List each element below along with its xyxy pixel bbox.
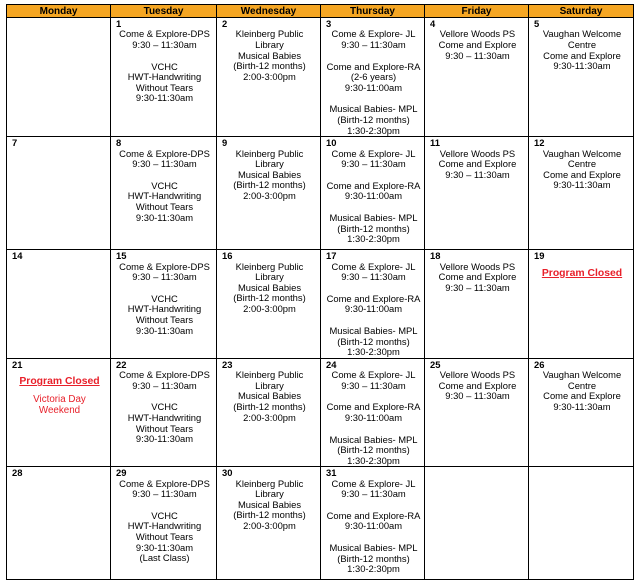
event-spacer (116, 51, 213, 62)
event-line: 1:30-2:30pm (347, 346, 400, 358)
event-line: Musical Babies (237, 168, 302, 180)
day-cell-wed (217, 467, 321, 580)
event-line: 9:30-11:00am (344, 190, 403, 202)
header-saturday: Saturday (529, 5, 634, 18)
event-line: 9:30 – 11:30am (445, 168, 510, 180)
day-cell-thu (321, 18, 425, 137)
event-line: Come and Explore (438, 39, 517, 50)
day-number: 11 (430, 137, 440, 149)
day-cell-fri (425, 18, 529, 137)
calendar-week-row (7, 137, 634, 250)
event-line: (Birth-12 months) (233, 179, 306, 191)
calendar-body (7, 18, 634, 580)
event-line: 9:30-11:00am (344, 520, 403, 532)
event-line: Come & Explore- JL (331, 369, 416, 381)
event-line: Centre (567, 158, 597, 170)
event-line: 2:00-3:00pm (243, 411, 296, 423)
day-number: 29 (116, 467, 127, 479)
event-line: 9:30 – 11:30am (445, 390, 510, 402)
day-number: 5 (534, 18, 540, 29)
event-line: 9:30-11:30am (553, 60, 611, 72)
event-line: Musical Babies- MPL (329, 103, 418, 115)
header-wednesday: Wednesday (217, 5, 321, 18)
day-number: 2 (222, 18, 228, 29)
header-tuesday: Tuesday (111, 5, 217, 18)
event-line: Come and Explore-RA (326, 179, 421, 191)
day-cell-tue (111, 250, 217, 359)
event-line: Centre (567, 39, 597, 50)
calendar-week-row (7, 18, 634, 137)
day-cell-thu (321, 358, 425, 467)
event-line: Musical Babies (237, 49, 302, 61)
day-number: 21 (12, 358, 23, 370)
event-line: Kleinberg Public (235, 28, 304, 40)
event-line: VCHC (151, 179, 178, 191)
event-line: Vellore Woods PS (439, 260, 516, 272)
event-line: HWT-Handwriting (127, 520, 202, 532)
day-number: 8 (116, 137, 122, 149)
event-line: 9:30 – 11:30am (341, 488, 406, 500)
event-line: Kleinberg Public (235, 147, 304, 159)
event-line: VCHC (151, 292, 178, 304)
event-line: VCHC (151, 401, 178, 413)
day-number: 25 (430, 358, 441, 370)
program-closed-label: Program Closed (541, 267, 623, 279)
header-friday: Friday (425, 5, 529, 18)
event-line: Without Tears (135, 313, 194, 325)
event-line: 9:30-11:00am (344, 303, 403, 315)
event-line: Come & Explore- JL (331, 147, 416, 159)
event-line: 9:30 – 11:30am (132, 488, 197, 500)
day-cell-sat (529, 358, 634, 467)
calendar-header-row (7, 5, 634, 18)
day-number: 7 (12, 137, 18, 149)
event-line: 1:30-2:30pm (347, 563, 400, 575)
event-line: 9:30 – 11:30am (341, 158, 406, 170)
event-line: 9:30-11:30am (135, 433, 194, 445)
event-line: (Birth-12 months) (337, 444, 410, 456)
event-line: Come and Explore (543, 49, 621, 61)
event-line: Without Tears (135, 422, 194, 434)
event-line: Come and Explore-RA (326, 60, 421, 72)
day-number: 22 (116, 358, 127, 370)
event-line: Vellore Woods PS (439, 147, 516, 159)
day-cell-sat (529, 467, 634, 580)
day-cell-tue (111, 467, 217, 580)
event-line: HWT-Handwriting (127, 303, 202, 315)
event-line: Come and Explore (438, 158, 517, 170)
event-line: Come & Explore-DPS (119, 28, 210, 40)
event-line: (2-6 years) (350, 71, 397, 83)
event-line: 2:00-3:00pm (243, 302, 296, 314)
event-line: 2:00-3:00pm (243, 189, 296, 201)
event-line: 9:30-11:30am (553, 400, 611, 412)
day-number: 12 (534, 137, 545, 149)
day-cell-wed (217, 18, 321, 137)
event-line: Musical Babies (237, 498, 302, 510)
calendar-week-row (7, 358, 634, 467)
day-number: 19 (534, 250, 545, 262)
event-line: VCHC (151, 60, 178, 72)
day-cell-mon (7, 18, 111, 137)
event-line: Come and Explore-RA (326, 401, 421, 413)
day-cell-fri (425, 467, 529, 580)
event-line: Come & Explore- JL (331, 477, 416, 489)
event-line: (Birth-12 months) (233, 509, 306, 521)
event-line: Come and Explore (438, 271, 517, 283)
event-line: 9:30-11:30am (135, 92, 194, 104)
day-cell-fri (425, 250, 529, 359)
day-cell-mon (7, 358, 111, 467)
event-line: Kleinberg Public (235, 369, 304, 381)
calendar-week-row (7, 467, 634, 580)
event-line: 9:30-11:30am (553, 179, 611, 191)
event-line: Musical Babies (237, 281, 302, 293)
event-line: Library (255, 271, 284, 283)
event-line: (Birth-12 months) (233, 292, 306, 304)
event-line: Musical Babies- MPL (329, 324, 418, 336)
day-cell-fri (425, 358, 529, 467)
event-line: Come and Explore (543, 168, 621, 180)
event-line: 9:30-11:30am (135, 211, 194, 223)
event-spacer (326, 424, 421, 435)
day-number: 24 (326, 358, 337, 370)
event-line: Musical Babies- MPL (329, 433, 418, 445)
event-line: Vellore Woods PS (439, 28, 516, 40)
event-line: Vaughan Welcome (542, 28, 622, 40)
event-line: 9:30 – 11:30am (341, 39, 406, 50)
event-line: 9:30 – 11:30am (341, 379, 406, 391)
event-line: Kleinberg Public (235, 477, 304, 489)
day-number: 3 (326, 18, 332, 29)
day-cell-thu (321, 137, 425, 250)
day-cell-tue (111, 358, 217, 467)
day-number: 16 (222, 250, 233, 262)
event-line: Musical Babies- MPL (329, 211, 418, 223)
day-cell-wed (217, 137, 321, 250)
day-cell-wed (217, 250, 321, 359)
event-line: Come and Explore (543, 390, 621, 402)
event-line: Musical Babies- MPL (329, 542, 418, 554)
event-line: 9:30 – 11:30am (341, 271, 406, 283)
event-line: (Birth-12 months) (233, 400, 306, 412)
day-cell-mon (7, 467, 111, 580)
event-line: Come & Explore-DPS (119, 477, 210, 489)
event-line: Musical Babies (237, 390, 302, 402)
event-line: Come & Explore-DPS (119, 369, 210, 381)
event-line: 9:30 – 11:30am (132, 39, 197, 50)
event-line: Without Tears (135, 200, 194, 212)
calendar-table (6, 4, 634, 580)
holiday-note: Victoria Day Weekend (33, 393, 86, 416)
day-number: 23 (222, 358, 233, 370)
event-line: Library (255, 488, 284, 500)
event-line: Come & Explore- JL (331, 260, 416, 272)
event-line: 1:30-2:30pm (347, 454, 400, 466)
day-cell-mon (7, 137, 111, 250)
day-number: 17 (326, 250, 337, 262)
day-cell-thu (321, 467, 425, 580)
event-line: (Birth-12 months) (337, 552, 410, 564)
day-number: 28 (12, 467, 23, 479)
header-monday: Monday (7, 5, 111, 18)
event-line: 9:30 – 11:30am (445, 281, 510, 293)
event-line: Centre (567, 379, 597, 391)
event-line: Come & Explore-DPS (119, 260, 210, 272)
day-cell-sat (529, 18, 634, 137)
event-line: VCHC (151, 509, 178, 521)
day-cell-mon (7, 250, 111, 359)
event-line: (Birth-12 months) (337, 222, 410, 234)
day-number: 18 (430, 250, 441, 262)
day-number: 4 (430, 18, 436, 29)
event-line: 9:30 – 11:30am (132, 271, 197, 283)
day-cell-sat (529, 137, 634, 250)
event-line: Without Tears (135, 531, 194, 543)
day-cell-fri (425, 137, 529, 250)
event-line: (Last Class) (139, 552, 190, 564)
program-closed-label: Program Closed (19, 376, 100, 388)
event-line: 1:30-2:30pm (347, 124, 400, 136)
day-number: 30 (222, 467, 233, 479)
day-cell-wed (217, 358, 321, 467)
event-line: 2:00-3:00pm (243, 70, 296, 82)
day-cell-tue (111, 137, 217, 250)
header-thursday: Thursday (321, 5, 425, 18)
event-line: HWT-Handwriting (127, 71, 202, 83)
event-line: Vellore Woods PS (439, 369, 516, 381)
event-line: 9:30 – 11:30am (132, 379, 197, 391)
event-line: (Birth-12 months) (337, 113, 410, 125)
event-line: Kleinberg Public (235, 260, 304, 272)
day-cell-sat (529, 250, 634, 359)
event-line: 9:30 – 11:30am (445, 49, 510, 61)
event-line: 9:30-11:00am (344, 411, 403, 423)
day-number: 10 (326, 137, 337, 149)
calendar-week-row (7, 250, 634, 359)
event-line: Come and Explore (438, 379, 517, 391)
day-number: 14 (12, 250, 23, 262)
event-line: 1:30-2:30pm (347, 233, 400, 245)
event-line: (Birth-12 months) (233, 60, 306, 72)
event-line: Library (255, 379, 284, 391)
event-line: Come & Explore- JL (331, 28, 416, 40)
event-line: Come & Explore-DPS (119, 147, 210, 159)
event-line: 9:30-11:30am (135, 541, 194, 553)
event-line: Vaughan Welcome (542, 147, 622, 159)
day-number: 26 (534, 358, 545, 370)
day-number: 1 (116, 18, 122, 29)
event-line: 9:30-11:30am (135, 324, 194, 336)
event-line: Library (255, 158, 284, 170)
day-cell-tue (111, 18, 217, 137)
event-line: Library (255, 39, 284, 50)
event-line: 9:30-11:00am (344, 81, 403, 93)
event-line: Come and Explore-RA (326, 292, 421, 304)
day-number: 15 (116, 250, 127, 262)
event-line: Vaughan Welcome (542, 369, 622, 381)
event-line: HWT-Handwriting (127, 190, 202, 202)
event-line: 2:00-3:00pm (243, 520, 296, 532)
day-cell-thu (321, 250, 425, 359)
event-line: Come and Explore-RA (326, 509, 421, 521)
event-line: HWT-Handwriting (127, 411, 202, 423)
day-number: 31 (326, 467, 337, 479)
event-line: Without Tears (135, 81, 194, 93)
event-spacer (326, 51, 421, 62)
event-line: 9:30 – 11:30am (132, 158, 197, 170)
event-line: (Birth-12 months) (337, 335, 410, 347)
day-number: 9 (222, 137, 228, 149)
